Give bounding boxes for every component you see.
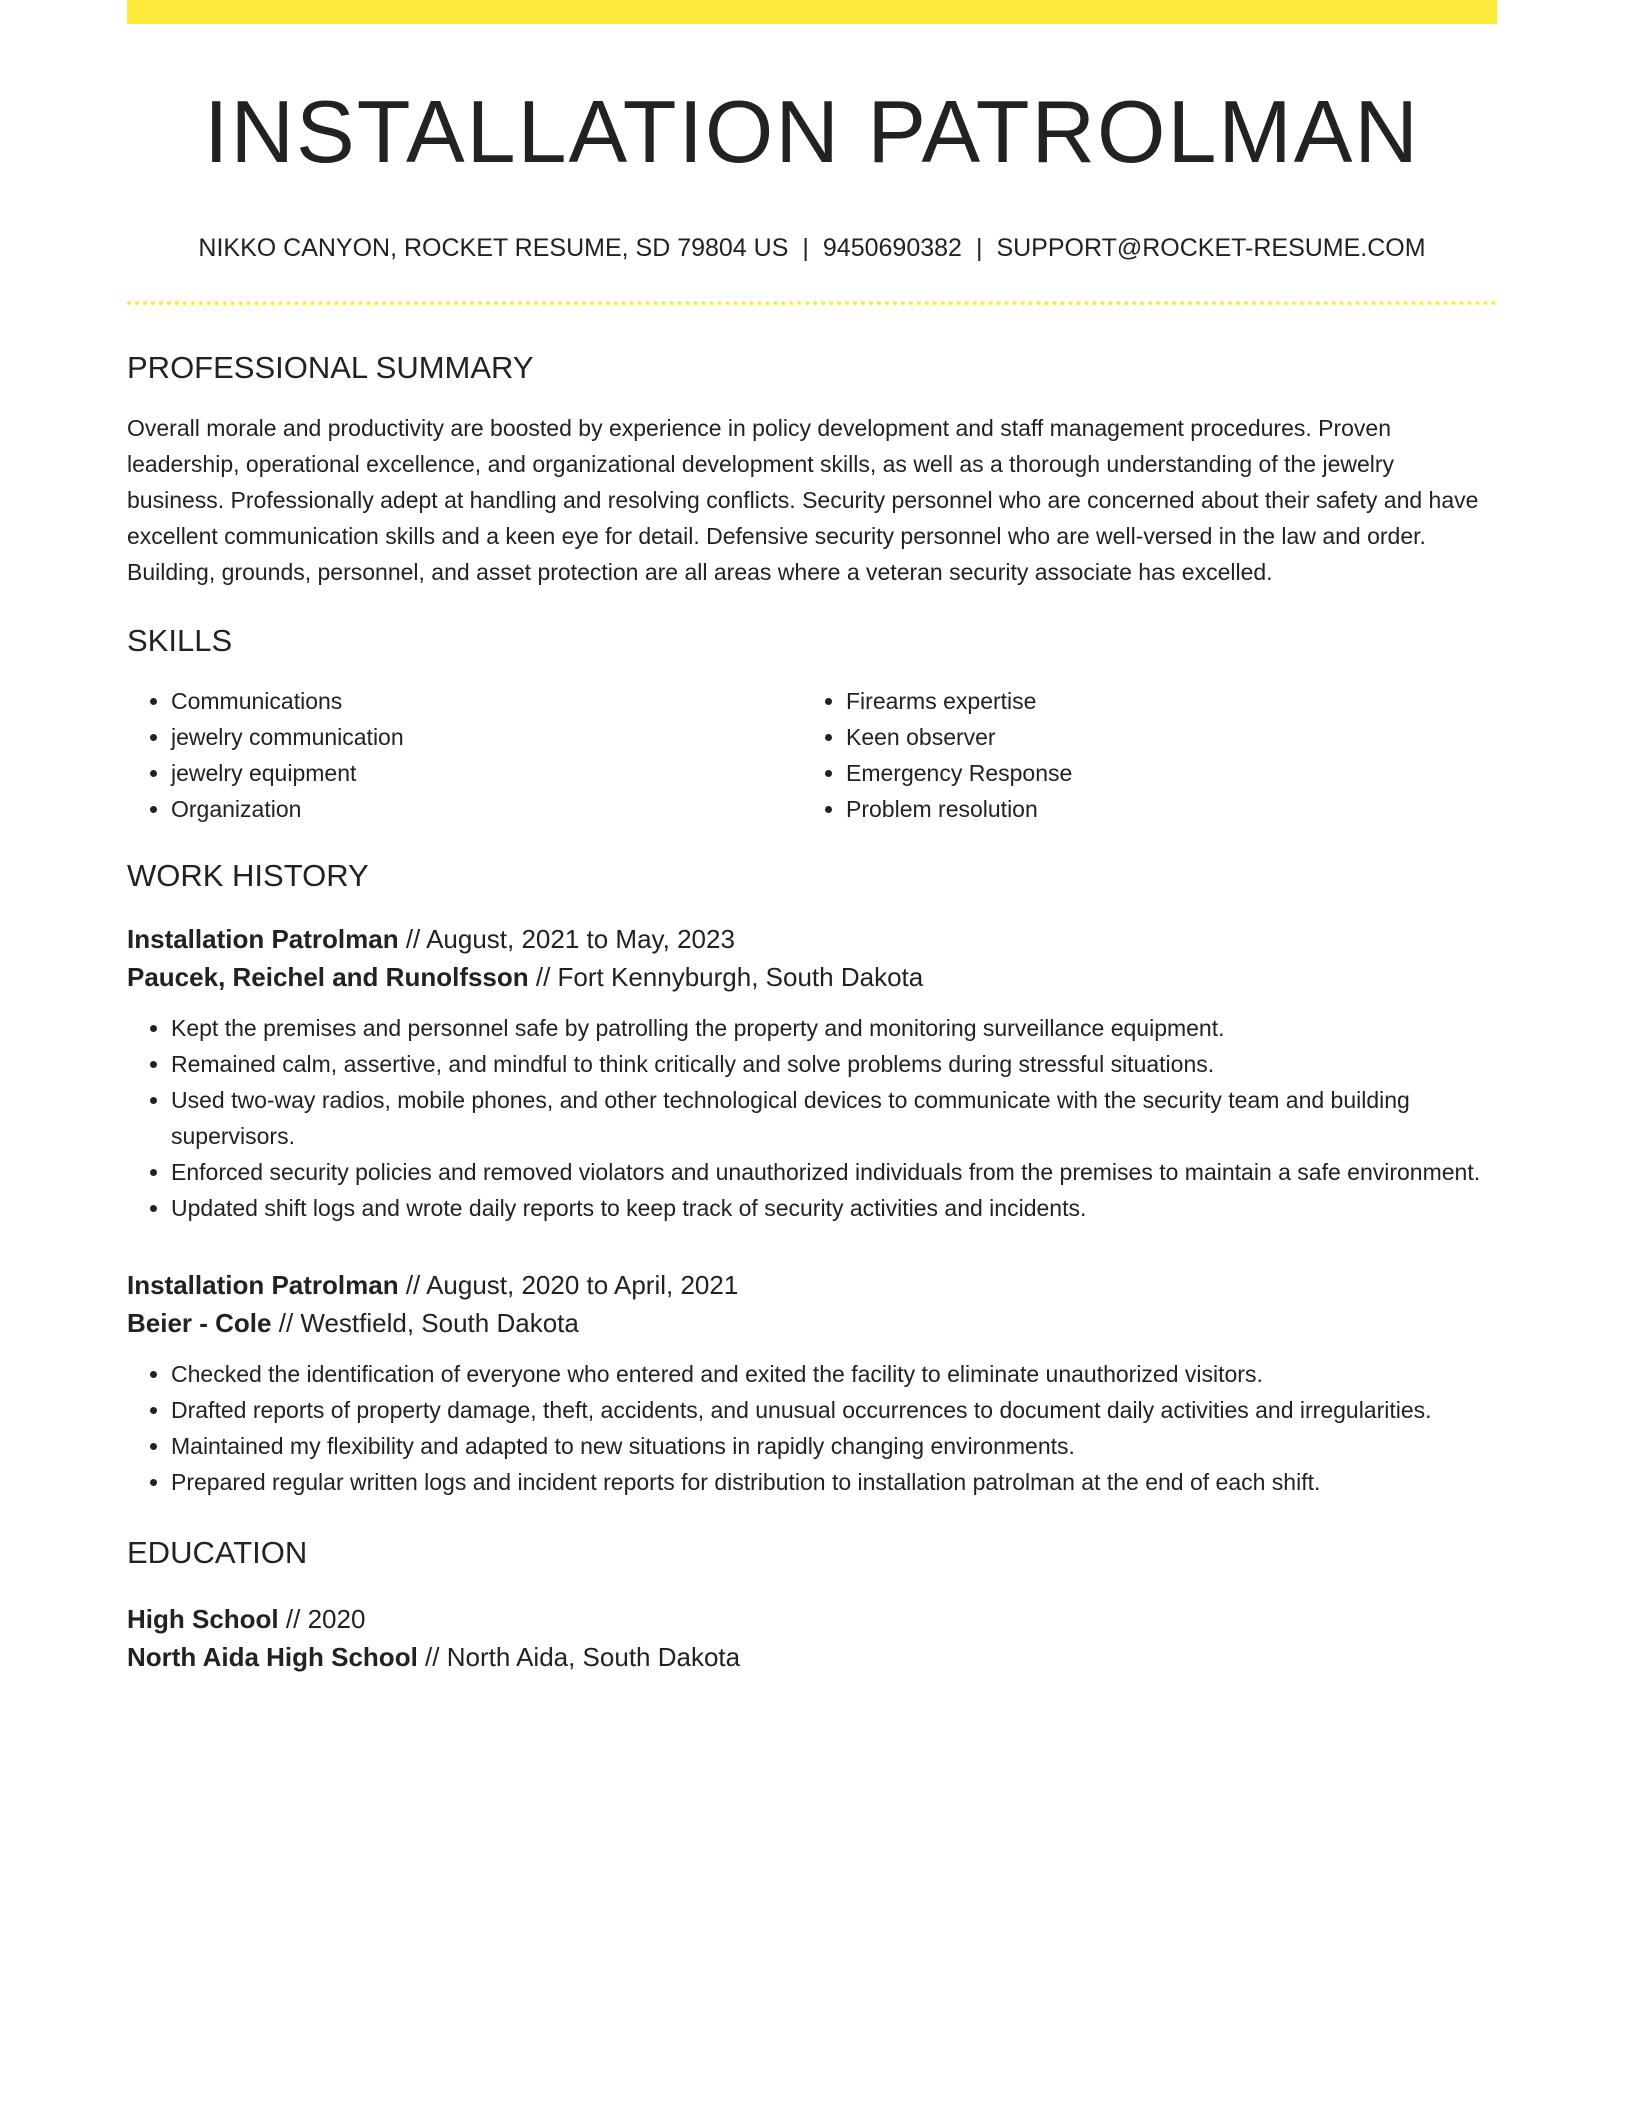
resume-page	[127, 0, 1497, 1676]
resume-name: INSTALLATION PATROLMAN	[204, 82, 1420, 181]
job-role: Installation Patrolman	[127, 924, 399, 955]
summary-heading: PROFESSIONAL SUMMARY	[127, 349, 534, 385]
education-degree-line	[127, 1600, 1497, 1638]
skills-list	[127, 683, 1497, 827]
job-role: Installation Patrolman	[127, 1270, 399, 1301]
job-company-line	[127, 958, 1497, 996]
skills-column-right	[802, 683, 1477, 827]
contact-separator: |	[975, 233, 983, 262]
job-location: // Fort Kennyburgh, South Dakota	[528, 962, 924, 993]
job-duty: • Remained calm, assertive, and mindful to think critically and solve problems during stressful situations.	[171, 1046, 1497, 1082]
job-dates: // August, 2020 to April, 2021	[398, 1270, 739, 1301]
job-location: // Westfield, South Dakota	[271, 1308, 579, 1339]
job-duties	[127, 1010, 1497, 1226]
job-duty: • Used two-way radios, mobile phones, and other technological devices to communicate with the security team and building supervisors.	[171, 1082, 1497, 1154]
job-duty: • Updated shift logs and wrote daily reports to keep track of security activities and incidents.	[171, 1190, 1497, 1226]
skills-column-left	[127, 683, 802, 827]
education-location: // North Aida, South Dakota	[417, 1641, 741, 1672]
contact-separator: |	[802, 233, 809, 262]
job-dates: // August, 2021 to May, 2023	[398, 924, 735, 955]
education-degree: High School	[127, 1603, 279, 1634]
contact-line	[127, 233, 1497, 263]
job-duty: • Drafted reports of property damage, theft, accidents, and unusual occurrences to document daily activities and irregularities.	[171, 1392, 1497, 1428]
skill-item: • Communications	[171, 683, 802, 719]
education-entry	[127, 1600, 1497, 1676]
work-history-heading: WORK HISTORY	[127, 858, 369, 894]
skill-item: • Keen observer	[846, 719, 1477, 755]
dotted-divider	[127, 301, 1497, 305]
job-duty: • Kept the premises and personnel safe by patrolling the property and monitoring surveillance equipment.	[171, 1010, 1497, 1046]
job-duty: • Checked the identification of everyone who entered and exited the facility to eliminate unauthorized visitors.	[171, 1356, 1497, 1392]
accent-bar	[127, 0, 1497, 24]
education-school: North Aida High School	[127, 1641, 418, 1672]
job-duties	[127, 1356, 1497, 1500]
skill-item: • Emergency Response	[846, 755, 1477, 791]
skill-item: • jewelry communication	[171, 719, 802, 755]
job-title-line	[127, 1266, 1497, 1304]
skill-item: • Problem resolution	[846, 791, 1477, 827]
contact-phone: 9450690382	[822, 233, 962, 262]
job-duty: • Enforced security policies and removed violators and unauthorized individuals from the premises to maintain a safe environment.	[171, 1154, 1497, 1190]
contact-email: SUPPORT@ROCKET-RESUME.COM	[996, 233, 1426, 262]
contact-address: NIKKO CANYON, ROCKET RESUME, SD 79804 US	[198, 233, 789, 262]
skill-item: • Firearms expertise	[846, 683, 1477, 719]
summary-text: Overall morale and productivity are boosted by experience in policy development and staff management procedures. Proven leadership, operational excellence, and organizational development skills, as well as a thorough understanding of the jewelry business. Professionally adept at handling and resolving conflicts. Security personnel who are concerned about their safety and have excellent communication skills and a keen eye for detail. Defensive security personnel who are well-versed in the law and order. Building, grounds, personnel, and asset protection are all areas where a veteran security associate has excelled.	[127, 414, 1479, 585]
job-title-line	[127, 920, 1497, 958]
skill-item: • jewelry equipment	[171, 755, 802, 791]
job-duty: • Prepared regular written logs and incident reports for distribution to installation patrolman at the end of each shift.	[171, 1464, 1497, 1500]
job-company: Paucek, Reichel and Runolfsson	[127, 962, 529, 993]
job-duty: • Maintained my flexibility and adapted to new situations in rapidly changing environments.	[171, 1428, 1497, 1464]
job-company: Beier - Cole	[127, 1308, 272, 1339]
skills-heading: SKILLS	[127, 622, 233, 658]
job-entry	[127, 1266, 1497, 1500]
job-entry	[127, 920, 1497, 1226]
education-school-line	[127, 1638, 1497, 1676]
education-year: // 2020	[278, 1603, 366, 1634]
skill-item: • Organization	[171, 791, 802, 827]
job-company-line	[127, 1304, 1497, 1342]
education-heading: EDUCATION	[127, 1535, 308, 1571]
